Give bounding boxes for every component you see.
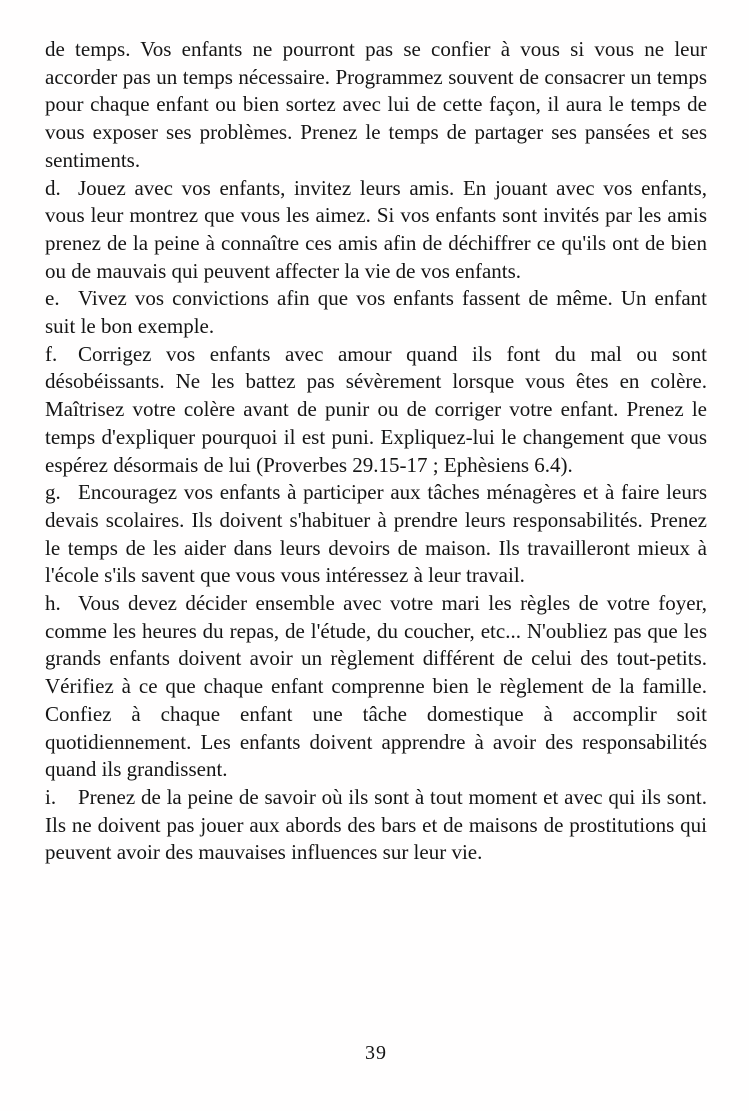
list-marker: g.	[45, 480, 61, 505]
list-marker: h.	[45, 591, 61, 616]
paragraph	[45, 784, 707, 867]
paragraph-text: Prenez de la peine de savoir où ils sont à tout moment et avec qui ils sont. Ils ne doivent pas jouer aux abords des bars et de maisons de prostitutions qui peuvent avoir des mauvaises influences sur leur vie.	[45, 784, 707, 865]
paragraph	[45, 341, 707, 480]
page-number: 39	[365, 1042, 387, 1064]
paragraph	[45, 36, 707, 175]
list-marker: d.	[45, 175, 61, 200]
paragraph-text: de temps. Vos enfants ne pourront pas se confier à vous si vous ne leur accorder pas un temps nécessaire. Programmez souvent de consacrer un temps pour chaque enfant ou bien sortez avec lui de cette façon, il aura le temps de vous exposer ses problèmes. Prenez le temps de partager ses pansées et ses sentiments.	[45, 37, 707, 172]
paragraph-text: Vivez vos convictions afin que vos enfants fassent de même. Un enfant suit le bon exemple.	[45, 286, 707, 339]
list-marker: i.	[45, 784, 57, 809]
paragraph	[45, 479, 707, 590]
list-marker: f.	[45, 341, 58, 366]
list-marker: e.	[45, 286, 60, 311]
paragraph	[45, 285, 707, 340]
paragraph	[45, 590, 707, 784]
text-body	[45, 36, 707, 867]
paragraph-text: Vous devez décider ensemble avec votre mari les règles de votre foyer, comme les heures du repas, de l'étude, du coucher, etc... N'oubliez pas que les grands enfants doivent avoir un règlement différent de celui des tout-petits. Vérifiez à ce que chaque enfant comprenne bien le règlement de la famille. Confiez à chaque enfant une tâche domestique à accomplir soit quotidiennement. Les enfants doivent apprendre à avoir des responsabilités quand ils grandissent.	[45, 591, 707, 782]
paragraph-text: Jouez avec vos enfants, invitez leurs amis. En jouant avec vos enfants, vous leur montrez que vous les aimez. Si vos enfants sont invités par les amis prenez de la peine à connaître ces amis afin de déchiffrer ce qu'ils ont de bien ou de mauvais qui peuvent affecter la vie de vos enfants.	[45, 175, 707, 283]
paragraph-text: Encouragez vos enfants à participer aux tâches ménagères et à faire leurs devais scolaires. Ils doivent s'habituer à prendre leurs responsabilités. Prenez le temps de les aider dans leurs devoirs de maison. Ils travailleront mieux à l'école s'ils savent que vous vous intéressez à leur travail.	[45, 480, 707, 588]
paragraph-text: Corrigez vos enfants avec amour quand ils font du mal ou sont désobéissants. Ne les battez pas sévèrement lorsque vous êtes en colère. Maîtrisez votre colère avant de punir ou de corriger votre enfant. Prenez le temps d'expliquer pourquoi il est puni. Expliquez-lui le changement que vous espérez désormais de lui (Proverbes 29.15-17 ; Ephèsiens 6.4).	[45, 341, 707, 477]
paragraph	[45, 175, 707, 286]
